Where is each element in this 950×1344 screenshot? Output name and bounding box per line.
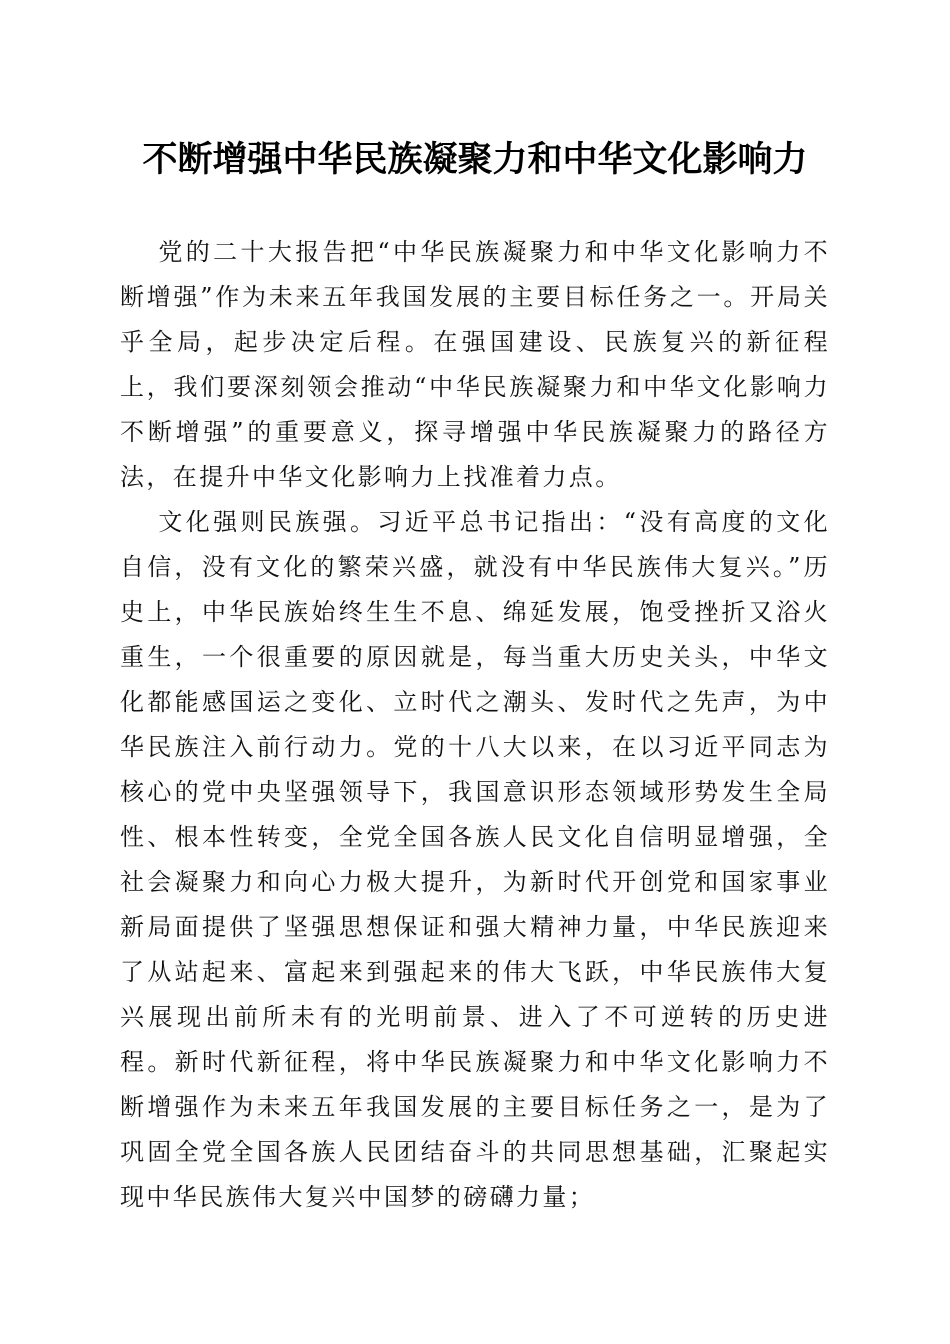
paragraph-1: 党的二十大报告把“中华民族凝聚力和中华文化影响力不断增强”作为未来五年我国发展的主要目标任务之一。开局关乎全局，起步决定后程。在强国建设、民族复兴的新征程上，我们要深刻领会推动“中华民族凝聚力和中华文化影响力不断增强”的重要意义，探寻增强中华民族凝聚力的路径方法，在提升中华文化影响力上找准着力点。 (120, 238, 830, 491)
document-title: 不断增强中华民族凝聚力和中华文化影响力 (142, 139, 808, 180)
paragraph-2: 文化强则民族强。习近平总书记指出：“没有高度的文化自信，没有文化的繁荣兴盛，就没有中华民族伟大复兴。”历史上，中华民族始终生生不息、绵延发展，饱受挫折又浴火重生，一个很重要的原因就是，每当重大历史关头，中华文化都能感国运之变化、立时代之潮头、发时代之先声，为中华民族注入前行动力。党的十八大以来，在以习近平同志为核心的党中央坚强领导下，我国意识形态领域形势发生全局性、根本性转变，全党全国各族人民文化自信明显增强，全社会凝聚力和向心力极大提升，为新时代开创党和国家事业新局面提供了坚强思想保证和强大精神力量，中华民族迎来了从站起来、富起来到强起来的伟大飞跃，中华民族伟大复兴展现出前所未有的光明前景、进入了不可逆转的历史进程。新时代新征程，将中华民族凝聚力和中华文化影响力不断增强作为未来五年我国发展的主要目标任务之一，是为了巩固全党全国各族人民团结奋斗的共同思想基础，汇聚起实现中华民族伟大复兴中国梦的磅礴力量； (120, 508, 830, 1211)
document-body (120, 230, 830, 1220)
